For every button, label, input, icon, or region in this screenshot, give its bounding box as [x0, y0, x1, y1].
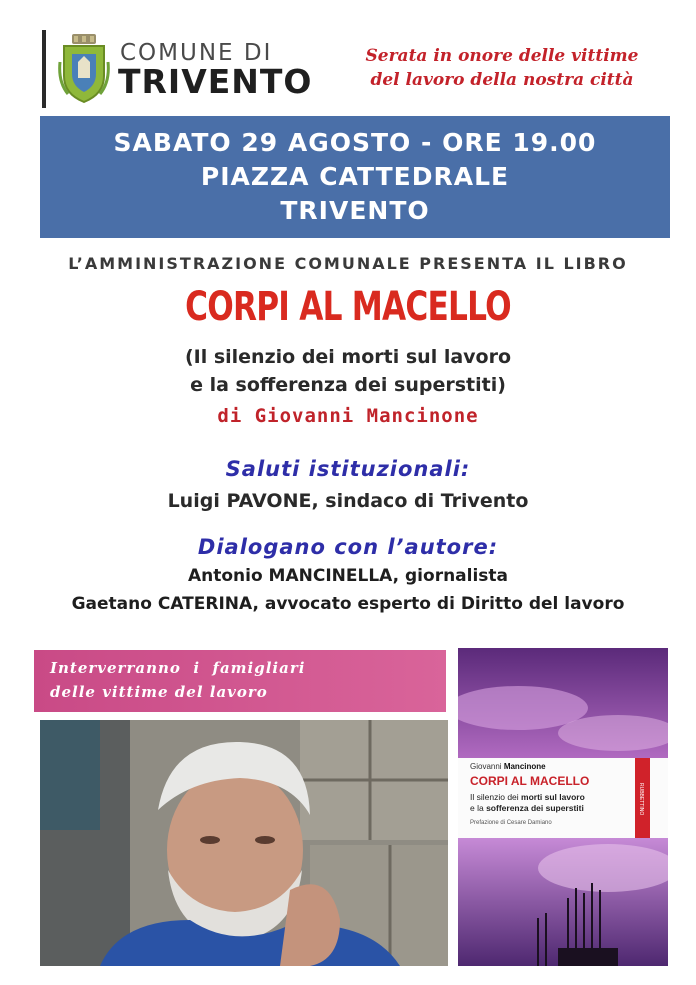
town-crest-icon: [58, 32, 110, 106]
subtitle-line-2: e la sofferenza dei superstiti): [190, 374, 506, 396]
cover-sub1-pre: Il silenzio dei: [470, 792, 522, 802]
guest-lawyer: Gaetano CATERINA, avvocato esperto di Diritto del lavoro: [71, 594, 625, 614]
families-line-2: delle vittime del lavoro: [50, 683, 268, 701]
cover-author-last: Mancinone: [503, 762, 546, 771]
header-divider: [42, 30, 46, 108]
cover-author: [470, 762, 546, 771]
cover-sub2-bold: sofferenza dei superstiti: [486, 803, 584, 813]
author-portrait-image: [40, 720, 448, 966]
saluti-heading: Saluti istituzionali:: [225, 457, 471, 481]
event-town: TRIVENTO: [280, 196, 430, 225]
families-text: [50, 656, 305, 704]
cover-sub2-pre: e la: [470, 803, 487, 813]
book-subtitle: [0, 343, 696, 399]
date-location-banner: [40, 116, 670, 238]
book-cover: [458, 648, 668, 966]
subtitle-line-1: (Il silenzio dei morti sul lavoro: [184, 346, 512, 368]
cover-sub1-bold: morti sul lavoro: [521, 792, 585, 802]
cover-subtitle: [470, 792, 585, 814]
presents-line: L’AMMINISTRAZIONE COMUNALE PRESENTA IL LIBRO: [68, 254, 628, 273]
tagline-line-2: del lavoro della nostra città: [370, 70, 634, 90]
cover-publisher: RUBBETTINO: [638, 783, 644, 816]
event-place: PIAZZA CATTEDRALE: [200, 162, 510, 191]
mayor-name: Luigi PAVONE, sindaco di Trivento: [167, 490, 529, 512]
cover-title: CORPI AL MACELLO: [470, 774, 590, 788]
guest-journalist: Antonio MANCINELLA, giornalista: [187, 566, 509, 586]
book-title: CORPI AL MACELLO: [185, 284, 511, 330]
town-name: TRIVENTO: [118, 62, 313, 101]
event-tagline: [322, 44, 682, 92]
event-date: SABATO 29 AGOSTO - ORE 19.00: [113, 128, 597, 157]
tagline-line-1: Serata in onore delle vittime: [365, 46, 639, 66]
families-line-1: Interverranno i famigliari: [50, 659, 306, 677]
author-photo: [40, 720, 448, 966]
comune-label: COMUNE DI: [120, 40, 273, 66]
dialogue-heading: Dialogano con l’autore:: [197, 535, 499, 559]
cover-author-first: Giovanni: [470, 762, 502, 771]
book-author: di Giovanni Mancinone: [217, 405, 479, 427]
cover-preface: Prefazione di Cesare Damiano: [470, 820, 552, 826]
